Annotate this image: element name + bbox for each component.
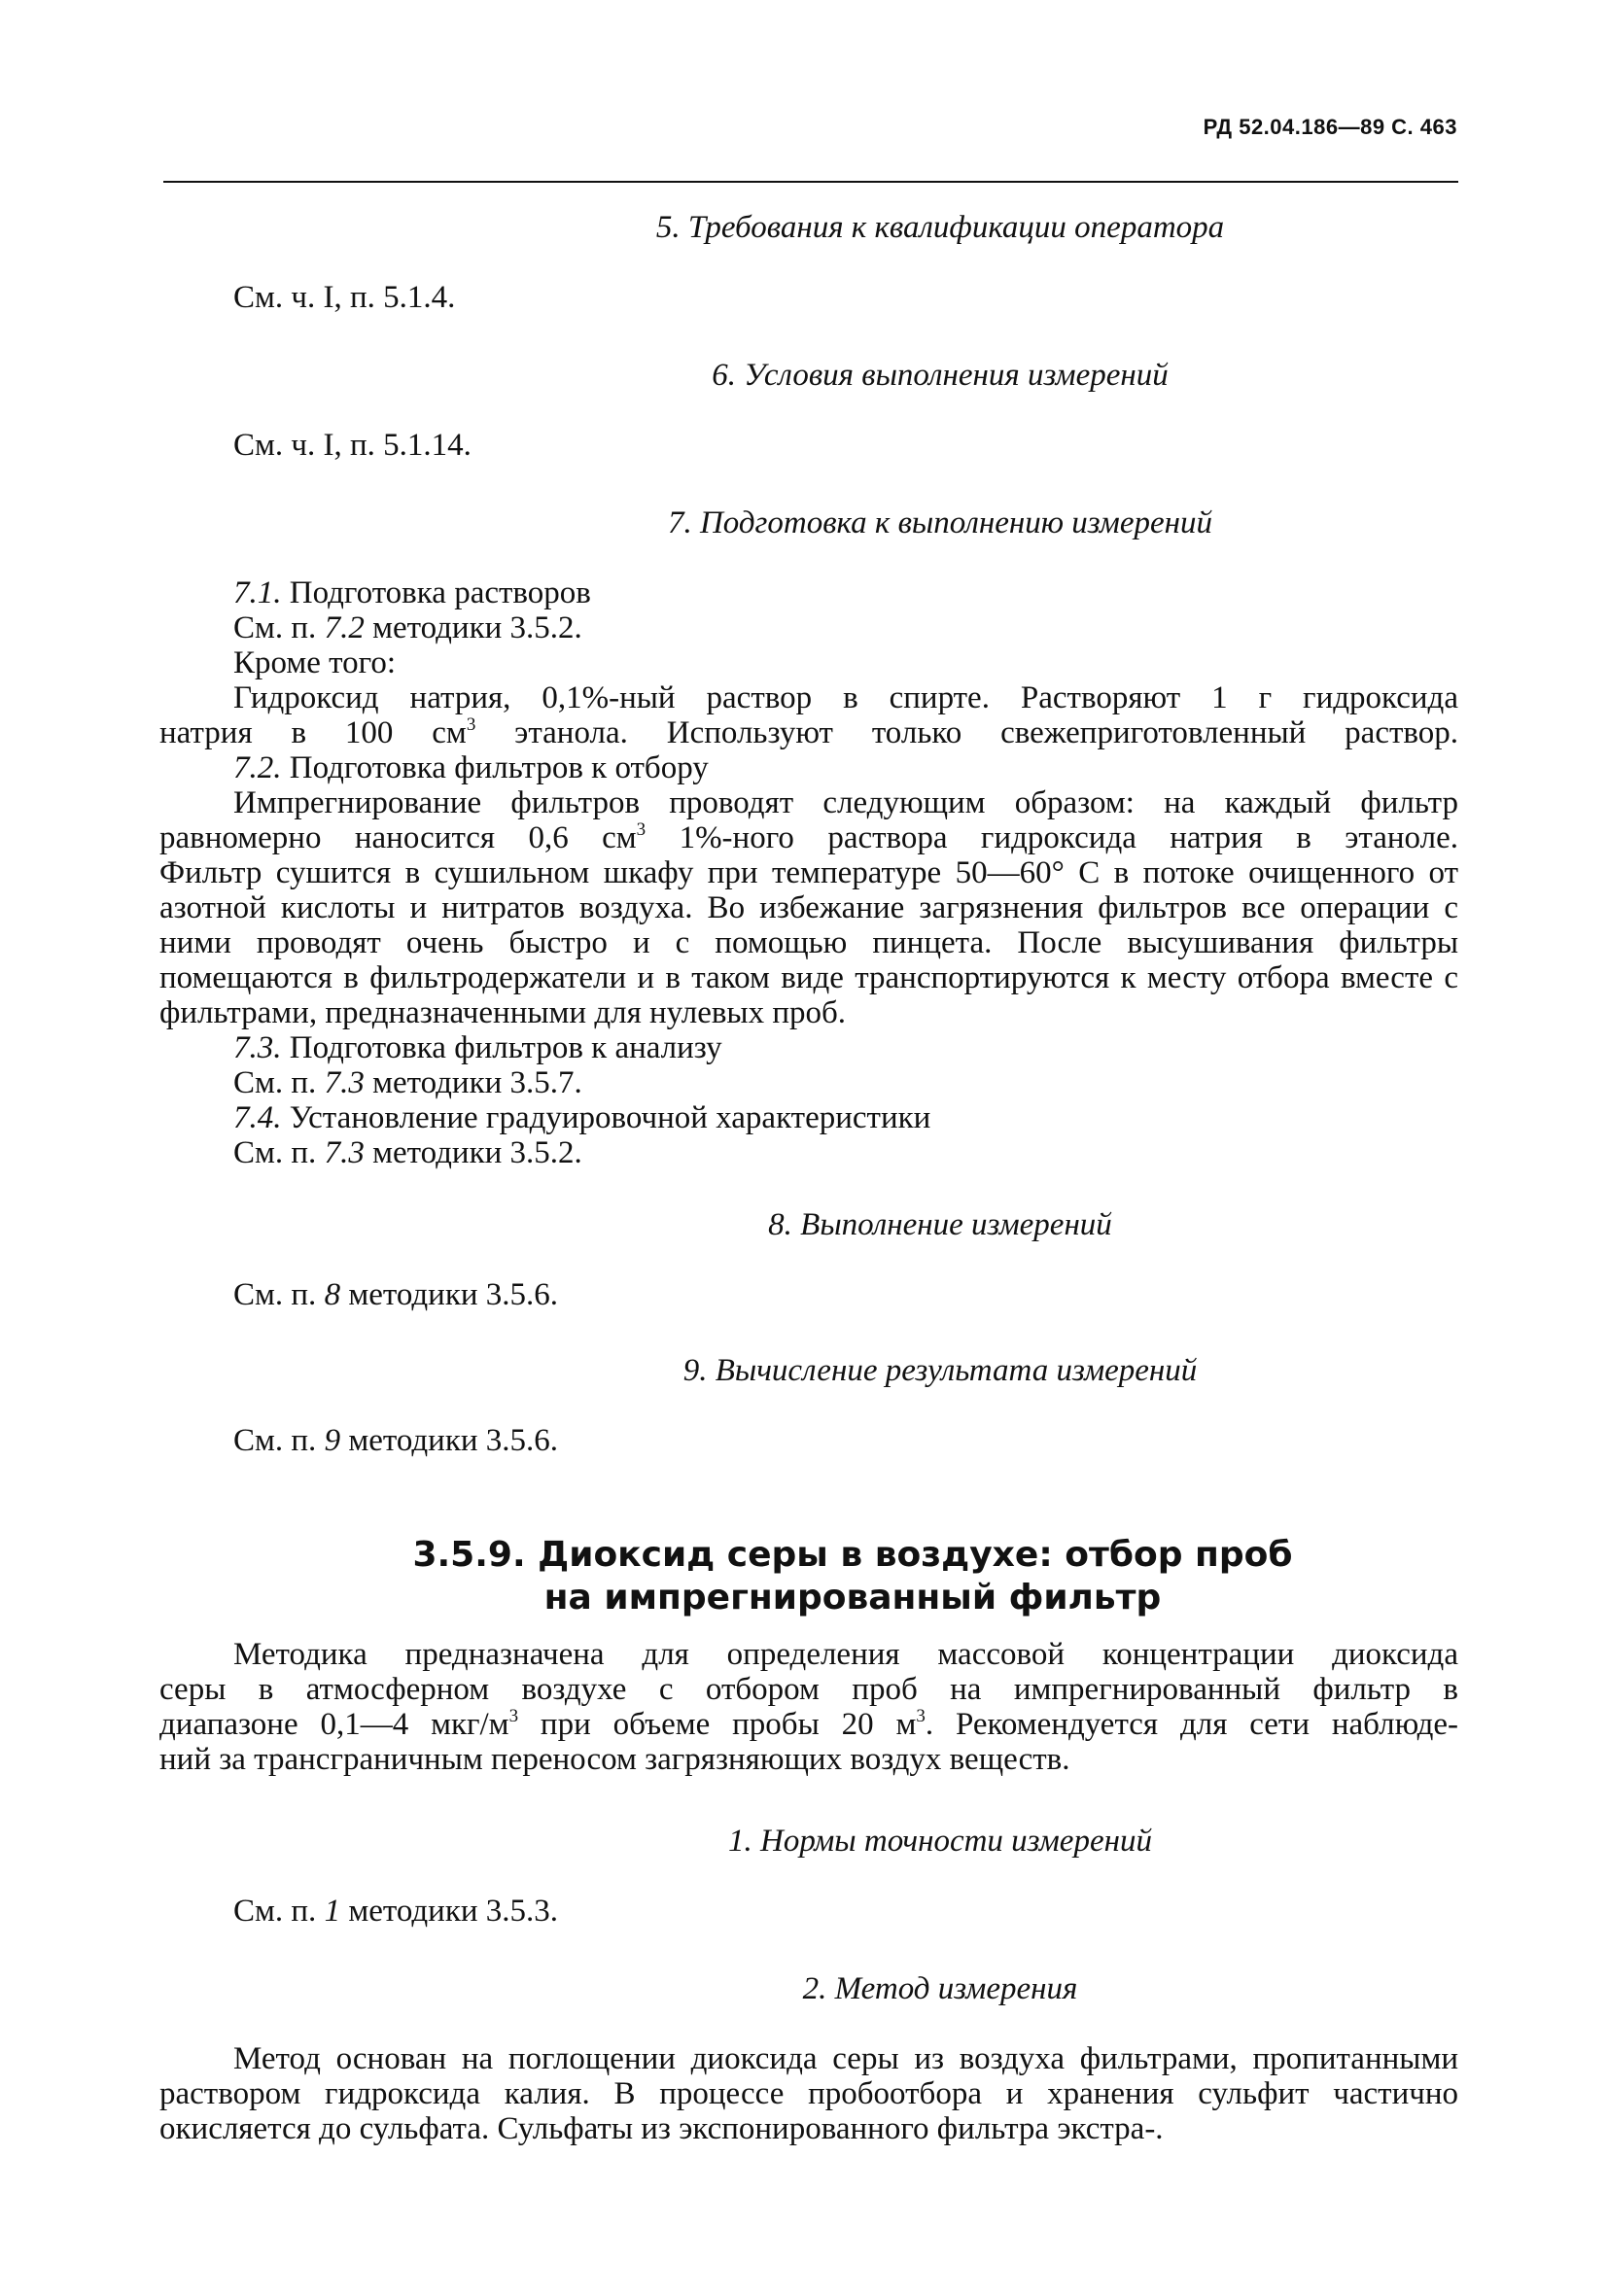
method-intro <box>159 1637 1458 1777</box>
impregnation-line-2: равномерно наносится 0,6 $см^3$ 1%-ного раствора гидроксида натрия в этаноле. <box>159 819 1458 855</box>
header-rule <box>163 181 1458 183</box>
m2-text: Метод основан на поглощении диоксида серы из воздуха фильтрами, пропитанными раствором гидроксида калия. В процессе пробоотбора и хранения сульфит частично окисляется до сульфата. Сульфаты из экспонированного фильтра экстра-. <box>159 2041 1458 2146</box>
ref-7-1: См. п. 7.2 методики 3.5.2. <box>233 610 582 645</box>
page-header: РД 52.04.186—89 С. 463 <box>1203 115 1457 139</box>
section-9-title: 9. Вычисление результата измерений <box>682 1353 1198 1388</box>
ref-7-3: См. п. 7.3 методики 3.5.7. <box>233 1065 582 1100</box>
section-9-text: См. п. 9 методики 3.5.6. <box>233 1423 559 1458</box>
page-content <box>159 204 1458 2146</box>
section-7-body <box>159 575 1458 1170</box>
m1-title: 1. Нормы точности измерений <box>728 1824 1152 1859</box>
method-heading <box>159 1534 1458 1619</box>
intro-line-3: диапазоне 0,1—4 мкг/$м^3$ при объеме пробы 20 $м^3$. Рекомендуется для сети наблюде- <box>159 1706 1458 1742</box>
subsection-7-2: 7.2. Подготовка фильтров к отбору <box>233 750 709 785</box>
method-title-line-2: на импрегнированный фильтр <box>543 1578 1162 1618</box>
impregnation-line-1: Импрегнирование фильтров проводят следующим образом: на каждый фильтр <box>233 785 1458 820</box>
naoh-line-1: Гидроксид натрия, 0,1%-ный раствор в спирте. Растворяют 1 г гидроксида <box>233 680 1458 715</box>
subsection-7-3: 7.3. Подготовка фильтров к анализу <box>233 1030 722 1065</box>
m1-text: См. п. 1 методики 3.5.3. <box>233 1894 559 1929</box>
section-5-title: 5. Требования к квалификации оператора <box>655 210 1225 245</box>
intro-line-4: ний за трансграничным переносом загрязняющих воздух веществ. <box>159 1742 1070 1777</box>
impregnation-rest: Фильтр сушится в сушильном шкафу при температуре 50—60° С в потоке очищенного от азотной кислоты и нитратов воздуха. Во избежание загрязнения фильтров все операции с ними проводят очень быстро и с помощью пинцета. После высушивания фильтры помещаются в фильтродержатели и в таком виде транспортируются к месту отбора вместе с фильтрами, предназначенными для нулевых проб. <box>159 855 1458 1030</box>
naoh-line-2: натрия в 100 $см^3$ этанола. Используют только свежеприготовленный раствор. <box>159 714 1458 750</box>
section-8-text: См. п. 8 методики 3.5.6. <box>233 1277 559 1312</box>
ref-7-4: См. п. 7.3 методики 3.5.2. <box>233 1135 582 1170</box>
section-8-title: 8. Выполнение измерений <box>768 1207 1112 1242</box>
section-6-title: 6. Условия выполнения измерений <box>712 358 1169 393</box>
subsection-7-1: 7.1. Подготовка растворов <box>233 575 591 610</box>
section-7-title: 7. Подготовка к выполнению измерений <box>667 505 1213 540</box>
section-6-text: См. ч. I, п. 5.1.14. <box>233 428 472 463</box>
subsection-7-4: 7.4. Установление градуировочной характеристики <box>233 1100 931 1135</box>
intro-line-2: серы в атмосферном воздухе с отбором проб на импрегнированный фильтр в <box>159 1672 1458 1707</box>
method-title-line-1: 3.5.9. Диоксид серы в воздухе: отбор проб <box>412 1535 1293 1575</box>
m2-title: 2. Метод измерения <box>802 1971 1078 2006</box>
section-5-text: См. ч. I, п. 5.1.4. <box>233 280 456 315</box>
intro-line-1: Методика предназначена для определения массовой концентрации диоксида <box>233 1637 1458 1672</box>
kromet-text: Кроме того: <box>233 645 397 680</box>
